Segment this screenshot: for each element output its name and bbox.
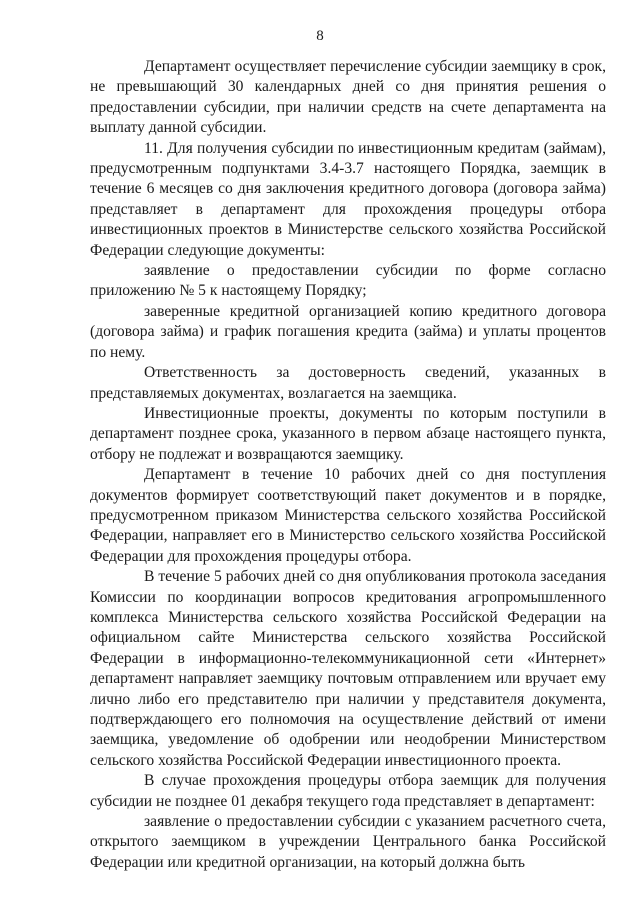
paragraph-responsibility: Ответственность за достоверность сведений, указанных в представляемых документах, возлагается на заемщика.: [90, 364, 606, 402]
paragraph-department-forwarding: Департамент в течение 10 рабочих дней со дня поступления документов формирует соответствующий пакет документов и в порядке, предусмотренном приказом Министерства сельского хозяйства Российской Федерации, направляет его в Министерство сельского хозяйства Российской Федерации для прохождения процедуры отбора.: [90, 466, 606, 565]
page-number: 8: [316, 28, 324, 44]
paragraph-application-form: заявление о предоставлении субсидии по форме согласно приложению № 5 к настоящему Порядку;: [90, 262, 606, 300]
paragraph-selection-passed: В случае прохождения процедуры отбора заемщик для получения субсидии не позднее 01 декабря текущего года представляет в департамент:: [90, 772, 606, 810]
paragraph-late-projects: Инвестиционные проекты, документы по которым поступили в департамент позднее срока, указанного в первом абзаце настоящего пункта, отбору не подлежат и возвращаются заемщику.: [90, 404, 606, 463]
paragraph-loan-agreement-copy: заверенные кредитной организацией копию кредитного договора (договора займа) и график погашения кредита (займа) и уплаты процентов по нему.: [90, 302, 606, 361]
paragraph-commission-notification: В течение 5 рабочих дней со дня опубликования протокола заседания Комиссии по координации вопросов кредитования агропромышленного комплекса Министерства сельского хозяйства Российской Федерации на официальном сайте Министерства сельского хозяйства Российской Федерации в информационно-телекоммуникационной сети «Интернет» департамент направляет заемщику почтовым отправлением или вручает ему лично либо его представителю при наличии у представителя документа, подтверждающего его полномочия на осуществление действий от имени заемщика, уведомление об одобрении или неодобрении Министерством сельского хозяйства Российской Федерации инвестиционного проекта.: [90, 568, 606, 769]
paragraph-application-with-account: заявление о предоставлении субсидии с указанием расчетного счета, открытого заемщиком в учреждении Центрального банка Российской Федерации или кредитной организации, на который должна быть: [90, 813, 606, 871]
paragraph-item-11-documents: 11. Для получения субсидии по инвестиционным кредитам (займам), предусмотренным подпунктами 3.4-3.7 настоящего Порядка, заемщик в течение 6 месяцев со дня заключения кредитного договора (договора займа) представляет в департамент для прохождения процедуры отбора инвестиционных проектов в Министерстве сельского хозяйства Российской Федерации следующие документы:: [90, 139, 606, 259]
paragraph-subsidy-transfer-term: Департамент осуществляет перечисление субсидии заемщику в срок, не превышающий 30 календарных дней со дня принятия решения о предоставлении субсидии, при наличии средств на счете департамента на выплату данной субсидии.: [90, 58, 606, 137]
document-body: [90, 57, 606, 873]
